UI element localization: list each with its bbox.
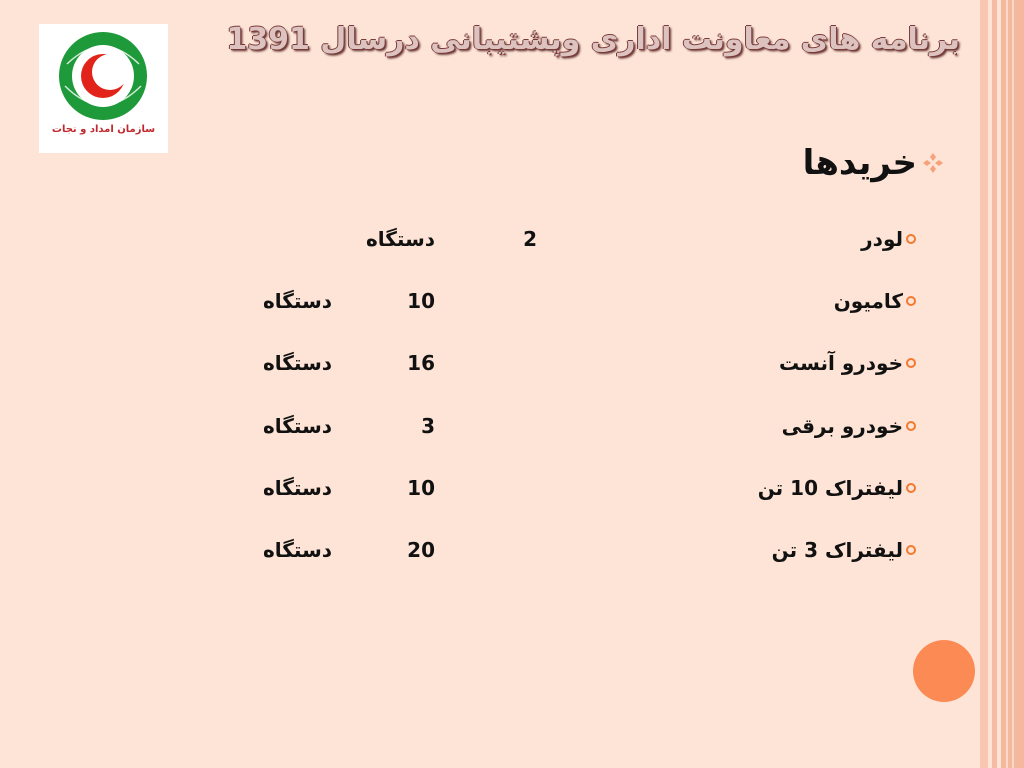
item-quantity: 16 (407, 351, 435, 375)
item-quantity: 3 (421, 414, 435, 438)
circle-bullet-icon (906, 296, 916, 306)
item-unit: دستگاه (262, 476, 332, 500)
item-label (772, 534, 916, 566)
decor-orange-circle (913, 640, 975, 702)
circle-bullet-icon (906, 545, 916, 555)
section-heading-label: خریدها (802, 143, 917, 183)
item-label (782, 410, 916, 442)
item-name: لیفتراک 10 تن (757, 476, 903, 500)
item-quantity: 10 (407, 289, 435, 313)
item-unit: دستگاه (262, 414, 332, 438)
item-unit: دستگاه (365, 227, 435, 251)
list-item (0, 223, 1024, 255)
item-label (758, 472, 916, 504)
logo-caption: سازمان امداد و نجات (51, 124, 156, 135)
list-item (0, 410, 1024, 442)
list-item (0, 534, 1024, 566)
circle-bullet-icon (906, 358, 916, 368)
circle-bullet-icon (906, 421, 916, 431)
item-quantity: 2 (523, 227, 537, 251)
list-item (0, 347, 1024, 379)
item-name: کامیون (833, 289, 903, 313)
item-name: خودرو برقی (781, 414, 903, 438)
circle-bullet-icon (906, 483, 916, 493)
item-label (779, 347, 916, 379)
item-unit: دستگاه (262, 289, 332, 313)
item-unit: دستگاه (262, 351, 332, 375)
item-quantity: 20 (407, 538, 435, 562)
list-item (0, 472, 1024, 504)
item-quantity: 10 (407, 476, 435, 500)
item-label (834, 285, 916, 317)
item-unit: دستگاه (262, 538, 332, 562)
item-label (861, 223, 916, 255)
circle-bullet-icon (906, 234, 916, 244)
item-name: لیفتراک 3 تن (771, 538, 903, 562)
slide-title: برنامه های معاونت اداری وپشتیبانی درسال 1391 (226, 22, 960, 57)
item-name: لودر (861, 227, 903, 251)
list-item (0, 285, 1024, 317)
item-name: خودرو آنست (778, 351, 903, 375)
